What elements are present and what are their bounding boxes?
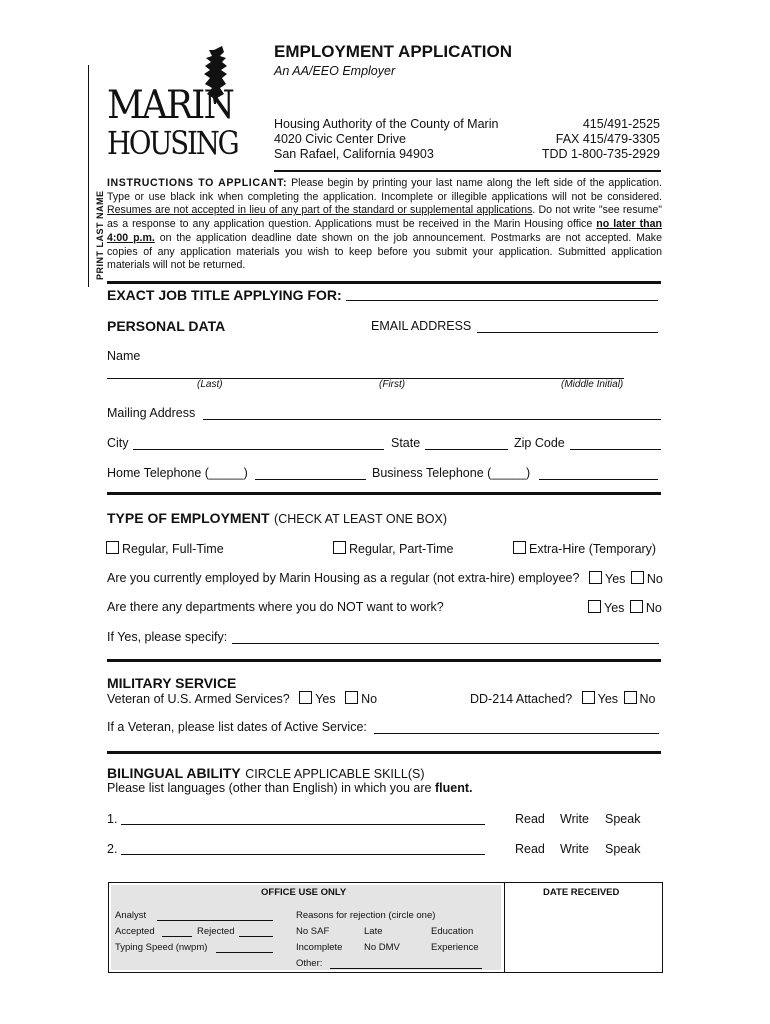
language-2-speak[interactable]: Speak	[605, 842, 641, 856]
option-part-time[interactable]	[333, 541, 453, 556]
language-row-1	[107, 812, 647, 828]
dd214-no-label: No	[639, 692, 656, 706]
instructions-part-1: Please begin by printing your last name along the left side of the application. Type or use black ink when completing the application. Incomplete or illegible applications will not be considered.	[107, 177, 662, 203]
page-title: EMPLOYMENT APPLICATION	[274, 42, 512, 61]
departments-answers	[588, 600, 662, 615]
reason-incomplete[interactable]: Incomplete	[296, 942, 343, 953]
employed-yes-checkbox[interactable]	[589, 571, 602, 584]
language-1-field[interactable]	[121, 812, 485, 825]
name-first-hint: (First)	[379, 379, 406, 390]
org-tdd: TDD 1-800-735-2929	[541, 147, 660, 161]
reason-education[interactable]: Education	[431, 926, 474, 937]
logo-text-housing: HOUSING	[107, 124, 238, 162]
employment-heading-note: (CHECK AT LEAST ONE BOX)	[274, 512, 447, 526]
office-use-divider	[504, 883, 505, 972]
language-1-read[interactable]: Read	[515, 812, 545, 826]
org-fax: FAX 415/479-3305	[555, 132, 660, 146]
active-service-field[interactable]	[374, 721, 659, 734]
analyst-label: Analyst	[115, 910, 147, 921]
reason-other-field[interactable]	[330, 958, 482, 969]
language-row-number: 2.	[107, 842, 118, 856]
name-field[interactable]	[107, 366, 624, 379]
bilingual-heading: BILINGUAL ABILITY	[107, 765, 241, 781]
city-field[interactable]	[133, 437, 384, 450]
reason-no-dmv[interactable]: No DMV	[364, 942, 400, 953]
instructions-deadline: no later than 4:00 p.m.	[107, 218, 662, 244]
reason-other-label: Other:	[296, 958, 323, 969]
email-field[interactable]	[477, 320, 658, 333]
departments-question: Are there any departments where you do NOT want to work?	[107, 600, 444, 614]
currently-employed-question: Are you currently employed by Marin Housing as a regular (not extra-hire) employee?	[107, 571, 580, 585]
home-phone-field[interactable]	[255, 467, 366, 480]
veteran-yes-label: Yes	[315, 692, 336, 706]
state-label: State	[391, 436, 421, 450]
section-rule-1	[107, 281, 661, 284]
veteran-yes-checkbox[interactable]	[299, 691, 312, 704]
name-label: Name	[107, 349, 141, 363]
print-last-name-label: PRINT LAST NAME	[95, 190, 105, 280]
language-2-write[interactable]: Write	[560, 842, 589, 856]
business-phone-label: Business Telephone (_____)	[372, 466, 531, 480]
part-time-checkbox[interactable]	[333, 541, 346, 554]
typing-speed-field[interactable]	[216, 942, 273, 953]
employed-no-checkbox[interactable]	[631, 571, 644, 584]
language-row-2	[107, 842, 647, 858]
departments-yes-checkbox[interactable]	[588, 600, 601, 613]
veteran-row	[107, 691, 377, 706]
departments-no-checkbox[interactable]	[630, 600, 643, 613]
org-address-1: 4020 Civic Center Drive	[274, 132, 406, 146]
mailing-address-label: Mailing Address	[107, 406, 196, 420]
logo-text-marin: MARIN	[107, 83, 234, 128]
city-label: City	[107, 436, 129, 450]
name-last-hint: (Last)	[197, 379, 223, 390]
org-address-2: San Rafael, California 94903	[274, 147, 434, 161]
employed-yes-label: Yes	[605, 572, 626, 586]
dd214-row	[470, 691, 656, 706]
home-phone-label: Home Telephone (_____)	[107, 466, 248, 480]
language-1-speak[interactable]: Speak	[605, 812, 641, 826]
accepted-label: Accepted	[115, 926, 155, 937]
name-middle-hint: (Middle Initial)	[561, 379, 624, 390]
section-rule-2	[107, 492, 661, 495]
mailing-address-field[interactable]	[203, 407, 661, 420]
zip-field[interactable]	[570, 437, 661, 450]
dd214-yes-label: Yes	[597, 692, 619, 706]
language-2-field[interactable]	[121, 842, 485, 855]
instructions-lead: INSTRUCTIONS TO APPLICANT:	[107, 177, 288, 189]
header-rule	[274, 170, 661, 172]
extra-hire-checkbox[interactable]	[513, 541, 526, 554]
full-time-label: Regular, Full-Time	[122, 542, 224, 556]
office-use-box	[108, 882, 663, 973]
bilingual-prompt-text: Please list languages (other than English) in which you are	[107, 781, 435, 795]
page-subtitle: An AA/EEO Employer	[274, 64, 396, 78]
dd214-question: DD-214 Attached?	[470, 692, 573, 706]
office-use-heading: OFFICE USE ONLY	[261, 887, 347, 898]
active-service-label: If a Veteran, please list dates of Active Service:	[107, 720, 367, 734]
instructions-text	[107, 177, 662, 273]
dd214-no-checkbox[interactable]	[624, 691, 637, 704]
job-title-label: EXACT JOB TITLE APPLYING FOR:	[107, 287, 342, 303]
part-time-label: Regular, Part-Time	[349, 542, 454, 556]
instructions-part-3: . Do not write "see resume" as a response to any application question. Applications must be received in the Marin Housing office	[107, 204, 662, 231]
option-extra-hire[interactable]	[513, 541, 656, 556]
bilingual-prompt	[107, 781, 472, 795]
language-2-read[interactable]: Read	[515, 842, 545, 856]
business-phone-field[interactable]	[539, 467, 658, 480]
instructions-resume-note: Resumes are not accepted in lieu of any part of the standard or supplemental applications	[107, 204, 533, 217]
reason-no-saf[interactable]: No SAF	[296, 926, 330, 937]
job-title-field[interactable]	[346, 288, 658, 301]
analyst-field[interactable]	[157, 910, 273, 921]
veteran-no-checkbox[interactable]	[345, 691, 358, 704]
veteran-no-label: No	[361, 692, 378, 706]
section-rule-4	[107, 751, 661, 754]
language-row-number: 1.	[107, 812, 118, 826]
instructions-part-5: on the application deadline date shown on the job announcement. Postmarks are not accepted. Make copies of any application materials you wish to keep before you submit your application. Submitted application materials will not be returned.	[107, 231, 662, 272]
extra-hire-label: Extra-Hire (Temporary)	[529, 542, 657, 556]
option-full-time[interactable]	[106, 541, 224, 556]
state-field[interactable]	[425, 437, 508, 450]
language-1-write[interactable]: Write	[560, 812, 589, 826]
full-time-checkbox[interactable]	[106, 541, 119, 554]
departments-yes-label: Yes	[604, 601, 625, 615]
email-label: EMAIL ADDRESS	[371, 319, 472, 333]
section-rule-3	[107, 659, 661, 662]
military-heading: MILITARY SERVICE	[107, 675, 237, 691]
typing-speed-label: Typing Speed (nwpm)	[115, 942, 208, 953]
dd214-yes-checkbox[interactable]	[582, 691, 595, 704]
reason-experience[interactable]: Experience	[431, 942, 479, 953]
currently-employed-answers	[589, 571, 663, 586]
zip-label: Zip Code	[514, 436, 565, 450]
employed-no-label: No	[646, 572, 663, 586]
rejection-reasons-label: Reasons for rejection (circle one)	[296, 910, 436, 921]
employment-heading-row	[107, 510, 447, 528]
specify-label: If Yes, please specify:	[107, 630, 228, 644]
employment-heading: TYPE OF EMPLOYMENT	[107, 510, 270, 526]
marin-housing-logo	[105, 44, 257, 166]
rejected-label: Rejected	[197, 926, 235, 937]
org-phone: 415/491-2525	[582, 117, 660, 131]
specify-field[interactable]	[232, 631, 659, 644]
departments-no-label: No	[645, 601, 662, 615]
bilingual-prompt-fluent: fluent.	[434, 781, 473, 795]
date-received-label: DATE RECEIVED	[543, 887, 620, 898]
accepted-field[interactable]	[162, 926, 192, 937]
personal-data-heading: PERSONAL DATA	[107, 318, 226, 334]
side-vertical-line	[88, 65, 89, 287]
veteran-question: Veteran of U.S. Armed Services?	[107, 692, 290, 706]
org-name: Housing Authority of the County of Marin	[274, 117, 499, 131]
rejected-field[interactable]	[239, 926, 273, 937]
bilingual-heading-note: CIRCLE APPLICABLE SKILL(S)	[245, 767, 425, 781]
reason-late[interactable]: Late	[364, 926, 383, 937]
